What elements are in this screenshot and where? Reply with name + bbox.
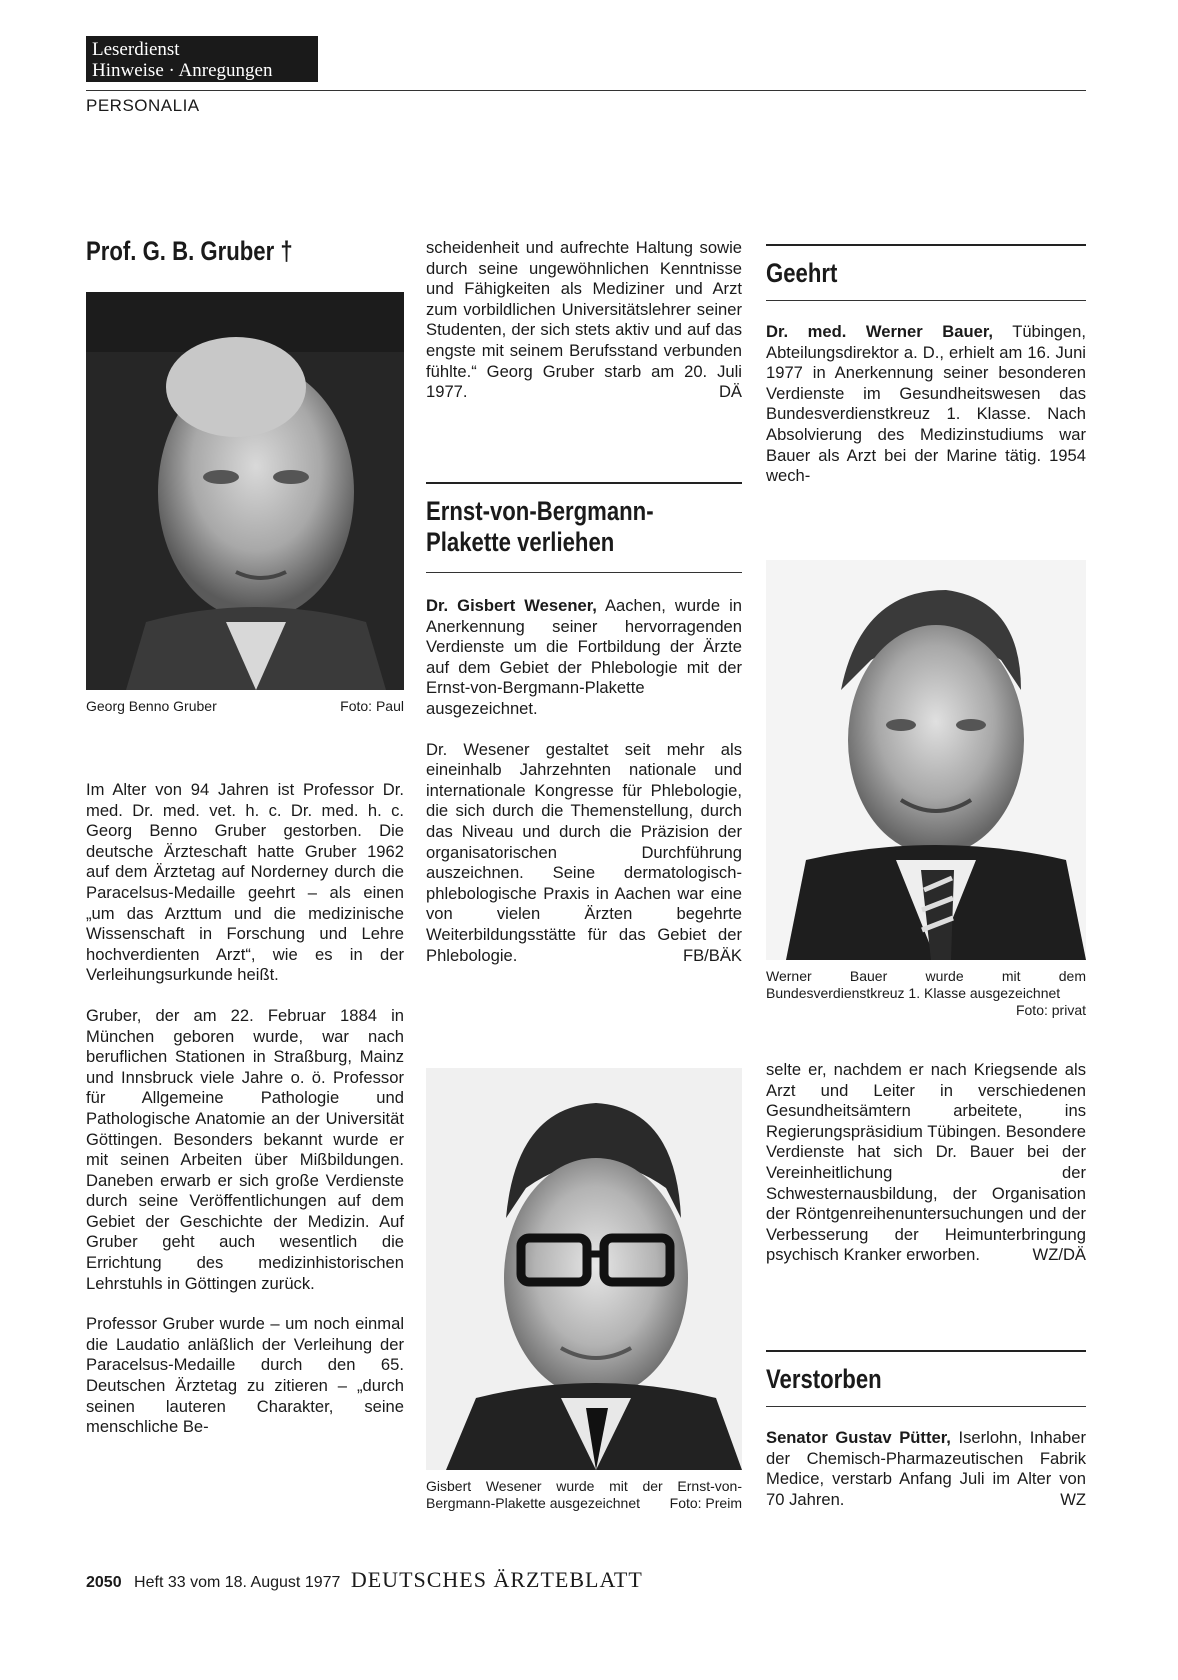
page-number: 2050: [86, 1574, 122, 1591]
issue-info: Heft 33 vom 18. August 1977: [134, 1574, 341, 1591]
gruber-caption-credit: Foto: Paul: [340, 698, 404, 714]
bergmann-heading-line1: Ernst-von-Bergmann-: [426, 496, 654, 526]
bergmann-paragraph-2: Dr. Wesener gestaltet seit mehr als eineinhalb Jahrzehnten nationale und internationale Kongresse für Phlebologie, die sich durch die Themenstellung, durch das Niveau und durch die Präzision der organisatorischen Durchführung auszeichnen. Seine dermatologisch-phlebologische Praxis in Aachen war eine von vielen Ärzten begehrte Weiterbildungsstätte für das Gebiet der Phlebologie.: [426, 739, 742, 965]
bergmann-heading: [426, 496, 654, 558]
bergmann-signature: FB/BÄK: [682, 945, 742, 965]
gruber-heading: Prof. G. B. Gruber †: [86, 236, 293, 266]
wesener-caption: [426, 1478, 742, 1512]
gruber-paragraph-3: Professor Gruber wurde – um noch einmal die Laudatio anläßlich der Verleihung der Paracelsus-Medaille durch den 65. Deutschen Ärztetag zu zitieren – „durch seinen lauteren Charakter, seine menschliche Be-: [86, 1314, 404, 1437]
bauer-caption-text: Werner Bauer wurde mit dem Bundesverdienstkreuz 1. Klasse ausgezeichnet: [766, 968, 1086, 1001]
bergmann-heading-line2: Plakette verliehen: [426, 527, 615, 557]
section-label-line2: Hinweise · Anregungen: [92, 60, 273, 81]
bergmann-person-name: Dr. Gisbert Wesener,: [426, 596, 597, 615]
geehrt-text-continued: [766, 1060, 1086, 1286]
bergmann-text: [426, 596, 742, 986]
bergmann-top-rule: [426, 482, 742, 484]
geehrt-signature: WZ/DÄ: [1032, 1245, 1086, 1265]
gruber-paragraph-4: scheidenheit und aufrechte Haltung sowie durch seine ungewöhnlichen Kenntnisse und Fähigkeiten als Mediziner und Arzt zum vorbildlichen Universitätslehrer seiner Studenten, der sich stets aktiv und auf das engste mit seinem Berufsstand verbunden fühlte.“ Georg Gruber starb am 20. Juli 1977.: [426, 238, 742, 402]
geehrt-paragraph-1: Tübingen, Abteilungsdirektor a. D., erhielt am 16. Juni 1977 in Anerkennung seiner besonderen Verdienste im Gesundheitswesen das Bundesverdienstkreuz 1. Klasse. Nach Absolvierung des Medizinstudiums war Bauer als Arzt bei der Marine tätig. 1954 wech-: [766, 322, 1086, 486]
section-label-box: [86, 36, 318, 82]
page-footer: [86, 1567, 643, 1593]
verstorben-heading: Verstorben: [766, 1364, 882, 1394]
bergmann-bottom-rule: [426, 572, 742, 573]
section-title: PERSONALIA: [86, 96, 200, 115]
wesener-photo: [426, 1068, 742, 1470]
magazine-name: DEUTSCHES ÄRZTEBLATT: [350, 1567, 643, 1592]
geehrt-top-rule: [766, 244, 1086, 246]
verstorben-signature: WZ: [1060, 1489, 1086, 1509]
gruber-caption-name: Georg Benno Gruber: [86, 698, 217, 714]
geehrt-paragraph-2: selte er, nachdem er nach Kriegsende als Arzt und Leiter in verschiedenen Gesundheitsämtern arbeitete, ins Regierungspräsidium Tübingen. Besondere Verdienste hat sich Dr. Bauer bei der Vereinheitlichung der Schwesternausbildung, der Organisation der Röntgenreihenuntersuchungen und der Verbesserung der Heimunterbringung psychisch Kranker erworben.: [766, 1060, 1086, 1265]
gruber-signature: DÄ: [718, 382, 742, 402]
verstorben-text: [766, 1428, 1086, 1530]
section-label-line1: Leserdienst: [92, 39, 180, 60]
bauer-caption: [766, 968, 1086, 1019]
geehrt-person-name: Dr. med. Werner Bauer,: [766, 322, 993, 341]
geehrt-text: [766, 322, 1086, 507]
gruber-paragraph-1: Im Alter von 94 Jahren ist Professor Dr. med. Dr. med. vet. h. c. Dr. med. h. c. Georg Benno Gruber gestorben. Die deutsche Ärzteschaft hatte Gruber 1962 auf dem Ärztetag auf Norderney durch die Paracelsus-Medaille geehrt – als einen „um das Arzttum und die medizinische Wissenschaft in Forschung und Lehre hochverdienten Arzt“, wie es in der Verleihungsurkunde heißt.: [86, 780, 404, 985]
bauer-caption-credit: Foto: privat: [1015, 1002, 1086, 1018]
verstorben-top-rule: [766, 1350, 1086, 1352]
bergmann-paragraph-1: Aachen, wurde in Anerkennung seiner hervorragenden Verdienste um die Fortbildung der Ärzte auf dem Gebiet der Phlebologie mit der Ernst-von-Bergmann-Plakette ausgezeichnet.: [426, 596, 742, 718]
verstorben-person-name: Senator Gustav Pütter,: [766, 1428, 951, 1447]
verstorben-paragraph-1: Iserlohn, Inhaber der Chemisch-Pharmazeutischen Fabrik Medice, verstarb Anfang Juli im Alter von 70 Jahren.: [766, 1428, 1086, 1509]
gruber-photo: [86, 292, 404, 690]
geehrt-heading: Geehrt: [766, 258, 838, 288]
gruber-text-continued: [426, 238, 742, 423]
gruber-paragraph-2: Gruber, der am 22. Februar 1884 in München geboren wurde, war nach beruflichen Stationen in Straßburg, Mainz und Innsbruck viele Jahre o. ö. Professor für Allgemeine Pathologie und Pathologische Anatomie an der Universität Göttingen. Besonders bekannt wurde er mit seinen Arbeiten über Mißbildungen. Daneben erwarb er sich große Verdienste durch seine Veröffentlichungen auf dem Gebiet der Geschichte der Medizin. Auf Gruber geht auch wesentlich die Errichtung des medizinhistorischen Lehrstuhls in Göttingen zurück.: [86, 1005, 404, 1293]
wesener-caption-credit: Foto: Preim: [669, 1495, 742, 1511]
geehrt-bottom-rule: [766, 300, 1086, 301]
header-rule: [86, 90, 1086, 91]
gruber-caption: [86, 698, 404, 715]
wesener-caption-text: Gisbert Wesener wurde mit der Ernst-von-Bergmann-Plakette ausgezeichnet: [426, 1478, 742, 1511]
gruber-text: [86, 780, 404, 1458]
bauer-photo: [766, 560, 1086, 960]
verstorben-bottom-rule: [766, 1406, 1086, 1407]
